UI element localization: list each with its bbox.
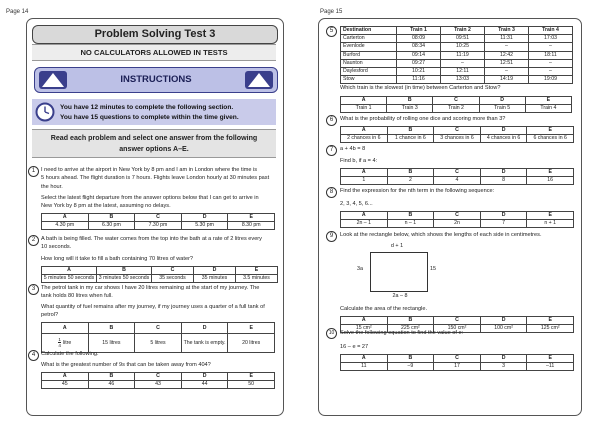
option-letter: B: [88, 323, 135, 334]
table-row: [341, 43, 573, 51]
answer-options-q1: [41, 213, 275, 230]
cell: Burford: [341, 51, 397, 59]
answer-option-d[interactable]: 3: [480, 363, 527, 371]
text-line: What quantity of fuel remains after my journey, if my journey uses a quarter of a full tank of: [41, 304, 265, 310]
question-number: 8: [326, 187, 337, 198]
option-letter: B: [387, 355, 434, 363]
option-letter: A: [341, 97, 387, 105]
question-number: 2: [28, 235, 39, 246]
rectangle-left-label: 3a: [357, 266, 363, 272]
cell: 11:19: [441, 51, 485, 59]
answer-option-e[interactable]: 3.5 minutes: [236, 275, 278, 283]
answer-option-a[interactable]: 2 chances in 6: [341, 135, 388, 143]
question-number: 7: [326, 145, 337, 156]
answer-options-q5: [340, 96, 572, 113]
option-letter: E: [527, 317, 574, 325]
answer-option-e[interactable]: 20 litres: [228, 334, 275, 353]
rectangle-right-label: 15: [430, 266, 436, 272]
option-letter: A: [341, 212, 388, 220]
answer-option-c[interactable]: Train 2: [433, 105, 479, 113]
cell: –: [529, 68, 573, 76]
cell: Naunton: [341, 59, 397, 67]
option-letter: E: [228, 214, 275, 222]
option-letter: D: [480, 355, 527, 363]
question-1-prompt: [41, 194, 277, 211]
column-header: Destination: [341, 27, 397, 35]
answer-option-c[interactable]: 35 seconds: [152, 275, 194, 283]
option-letter: D: [480, 212, 527, 220]
option-letter: D: [181, 323, 228, 334]
answer-options-q4: [41, 372, 275, 389]
question-2-text: [41, 235, 277, 252]
answer-option-a[interactable]: 15 cm²: [341, 325, 388, 333]
answer-option-c[interactable]: 150 cm²: [434, 325, 481, 333]
question-6-prompt: What is the probability of rolling one dice and scoring more than 3?: [340, 116, 506, 122]
text-line: New York by 8 pm at the latest, assuming no delays.: [41, 203, 171, 210]
option-letter: E: [527, 212, 574, 220]
option-letter: A: [341, 169, 388, 177]
answer-options-q2: [41, 266, 278, 283]
fraction-numerator: 1: [58, 337, 61, 343]
question-8-prompt: Find the expression for the nth term in the following sequence:: [340, 188, 495, 194]
answer-option-d[interactable]: Train 5: [479, 105, 525, 113]
rectangle-bottom-label: 2a – 8: [392, 293, 408, 299]
cell: 12:11: [441, 68, 485, 76]
no-calculators-banner: NO CALCULATORS ALLOWED IN TESTS: [32, 44, 276, 61]
table-row: [341, 51, 573, 59]
option-letter: A: [341, 317, 388, 325]
text-line: the hour.: [41, 183, 63, 190]
column-header: Train 3: [485, 27, 529, 35]
answer-options-q10: [340, 354, 574, 371]
table-row: [341, 68, 573, 76]
option-letter: E: [527, 127, 574, 135]
cell: 09:51: [441, 35, 485, 43]
answer-option-b[interactable]: 225 cm²: [387, 325, 434, 333]
cell: 12:42: [485, 51, 529, 59]
text-line: The petrol tank in my car shows I have 20 litres remaining at the start of my journey. The: [41, 285, 260, 291]
option-letter: C: [433, 97, 479, 105]
answer-option-d[interactable]: 44: [181, 381, 228, 389]
option-letter: D: [480, 169, 527, 177]
option-letter: A: [42, 323, 89, 334]
answer-option-c[interactable]: 43: [135, 381, 182, 389]
question-3-prompt: [41, 303, 277, 320]
cell: 18:11: [529, 51, 573, 59]
answer-option-c[interactable]: 4: [434, 177, 481, 185]
answer-option-b[interactable]: n – 1: [387, 220, 434, 228]
cell: 14:19: [485, 76, 529, 84]
column-header: Train 4: [529, 27, 573, 35]
column-header: Train 2: [441, 27, 485, 35]
cell: Stow: [341, 76, 397, 84]
table-row: [341, 59, 573, 67]
cell: –: [485, 68, 529, 76]
answer-option-c[interactable]: 17: [434, 363, 481, 371]
option-letter: B: [387, 127, 434, 135]
answer-option-a[interactable]: 45: [42, 381, 89, 389]
question-number: 3: [28, 284, 39, 295]
rectangle-diagram: [370, 252, 428, 292]
answer-option-c[interactable]: 7.30 pm: [135, 222, 182, 230]
table-row: [341, 76, 573, 84]
option-letter: B: [387, 212, 434, 220]
cell: –: [529, 43, 573, 51]
text-line: tank holds 80 litres when full.: [41, 293, 113, 300]
cell: 09:27: [397, 59, 441, 67]
answer-option-a[interactable]: 2n – 1: [341, 220, 388, 228]
option-letter: D: [480, 127, 527, 135]
read-instructions: [32, 129, 276, 158]
question-9-question: Calculate the area of the rectangle.: [340, 306, 428, 312]
answer-option-d[interactable]: 5.30 pm: [181, 222, 228, 230]
option-letter: D: [194, 267, 236, 275]
answer-option-c[interactable]: 5 litres: [135, 334, 182, 353]
text-line: 5 hours ahead. The flight duration is 7 hours. Flights leave London hourly at 30 minutes past: [41, 175, 270, 182]
question-3-text: [41, 284, 277, 301]
read-line: Read each problem and select one answer from the following: [50, 134, 258, 142]
cell: 11:16: [397, 76, 441, 84]
answer-option-d[interactable]: 8: [480, 177, 527, 185]
cell: Carterton: [341, 35, 397, 43]
question-4-text: Calculate the following.: [41, 351, 99, 357]
question-1-text: [41, 166, 277, 191]
answer-option-e[interactable]: 6 chances in 6: [527, 135, 574, 143]
option-letter: D: [181, 373, 228, 381]
right-page: [300, 0, 600, 424]
text-line: petrol?: [41, 312, 59, 319]
question-5-prompt: Which train is the slowest (in time) between Carterton and Stow?: [340, 85, 501, 91]
question-2-prompt: How long will it take to fill a bath containing 70 litres of water?: [41, 256, 194, 262]
answer-option-a[interactable]: 11: [341, 363, 388, 371]
time-line: You have 12 minutes to complete the following section.: [60, 104, 234, 111]
question-9-prompt: Look at the rectangle below, which shows the lengths of each side in centimetres.: [340, 232, 542, 238]
option-letter: B: [387, 97, 433, 105]
cell: 13:03: [441, 76, 485, 84]
option-letter: A: [341, 355, 388, 363]
answer-option-a[interactable]: 1: [341, 177, 388, 185]
question-number: 4: [28, 350, 39, 361]
question-count-line: You have 15 questions to complete within the time given.: [60, 114, 239, 121]
option-letter: E: [525, 97, 571, 105]
option-letter: E: [527, 355, 574, 363]
option-letter: E: [527, 169, 574, 177]
instructions-banner: [34, 67, 278, 93]
cell: –: [529, 59, 573, 67]
train-timetable: [340, 26, 573, 84]
question-10-equation: 16 – e = 27: [340, 344, 369, 350]
instructions-heading: INSTRUCTIONS: [120, 74, 192, 85]
answer-option-e[interactable]: 16: [527, 177, 574, 185]
answer-options-q3: [41, 322, 275, 353]
warning-triangle-icon: [39, 71, 67, 89]
answer-option-e[interactable]: 8.30 pm: [228, 222, 275, 230]
answer-options-q8: [340, 211, 574, 228]
question-7-equation: a + 4b = 8: [340, 146, 366, 152]
cell: –: [485, 43, 529, 51]
cell: 10:25: [441, 43, 485, 51]
question-7-prompt: Find b, if a = 4:: [340, 158, 378, 164]
cell: 17:03: [529, 35, 573, 43]
option-letter: D: [181, 214, 228, 222]
cell: Evenlode: [341, 43, 397, 51]
answer-option-a[interactable]: Train 1: [341, 105, 387, 113]
read-line: answer options A–E.: [119, 145, 189, 153]
cell: 09:14: [397, 51, 441, 59]
answer-option-d[interactable]: The tank is empty.: [181, 334, 228, 353]
option-letter: E: [236, 267, 278, 275]
option-letter: C: [434, 212, 481, 220]
cell: 08:34: [397, 43, 441, 51]
option-letter: C: [135, 214, 182, 222]
time-limit-box: [32, 99, 276, 125]
answer-option-c[interactable]: 3 chances in 6: [434, 135, 481, 143]
fraction: [58, 337, 61, 348]
answer-option-e[interactable]: n + 1: [527, 220, 574, 228]
clock-icon: [35, 102, 55, 122]
question-number: 6: [326, 115, 337, 126]
option-letter: C: [434, 355, 481, 363]
answer-option-b[interactable]: Train 3: [387, 105, 433, 113]
option-letter: B: [387, 317, 434, 325]
text-line: A bath is being filled. The water comes from the top into the bath at a rate of 2 litres every: [41, 236, 262, 242]
option-letter: D: [480, 317, 527, 325]
question-number: 9: [326, 231, 337, 242]
option-letter: C: [434, 169, 481, 177]
warning-triangle-icon: [245, 71, 273, 89]
cell: 11:31: [485, 35, 529, 43]
answer-option-b[interactable]: 1 chance in 6: [387, 135, 434, 143]
answer-option-d[interactable]: 7: [480, 220, 527, 228]
answer-option-b[interactable]: 6.30 pm: [88, 222, 135, 230]
table-row: [341, 35, 573, 43]
answer-option-e[interactable]: Train 4: [525, 105, 571, 113]
question-number: 1: [28, 166, 39, 177]
answer-option-a[interactable]: 5 minutes 50 seconds: [42, 275, 97, 283]
answer-option-b[interactable]: 2: [387, 177, 434, 185]
answer-option-b[interactable]: 15 litres: [88, 334, 135, 353]
test-title: Problem Solving Test 3: [32, 25, 278, 44]
answer-option-c[interactable]: 2n: [434, 220, 481, 228]
answer-option-d[interactable]: 4 chances in 6: [480, 135, 527, 143]
page-number: Page 14: [6, 9, 29, 15]
option-letter: E: [228, 373, 275, 381]
question-number: 10: [326, 328, 337, 339]
answer-option-b[interactable]: –9: [387, 363, 434, 371]
cell: 10:21: [397, 68, 441, 76]
fraction-denominator: 4: [58, 343, 61, 349]
option-letter: B: [88, 214, 135, 222]
answer-option-d[interactable]: 100 cm²: [480, 325, 527, 333]
option-letter: D: [479, 97, 525, 105]
answer-option-e[interactable]: –11: [527, 363, 574, 371]
answer-option-b[interactable]: 3 minutes 50 seconds: [97, 275, 152, 283]
answer-options-q7: [340, 168, 574, 185]
cell: –: [441, 59, 485, 67]
answer-option-a[interactable]: 4.30 pm: [42, 222, 89, 230]
page-number: Page 15: [320, 9, 343, 15]
cell: 08:09: [397, 35, 441, 43]
option-letter: A: [42, 373, 89, 381]
question-number: 5: [326, 26, 337, 37]
option-letter: C: [434, 127, 481, 135]
rectangle-top-label: d + 1: [390, 243, 404, 249]
question-10-prompt: Solve the following equation to find the value of e:: [340, 330, 464, 336]
text-line: Select the latest flight departure from the answer options below that I can get to arrive in: [41, 195, 259, 201]
option-letter: A: [42, 214, 89, 222]
option-letter: C: [135, 373, 182, 381]
option-letter: A: [42, 267, 97, 275]
option-letter: C: [135, 323, 182, 334]
text-line: 10 seconds.: [41, 244, 72, 251]
cell: 12:51: [485, 59, 529, 67]
option-letter: C: [434, 317, 481, 325]
question-8-sequence: 2, 3, 4, 5, 6...: [340, 201, 373, 207]
question-4-prompt: What is the greatest number of 9s that can be taken away from 404?: [41, 362, 211, 368]
answer-option-e[interactable]: 125 cm²: [527, 325, 574, 333]
answer-option-d[interactable]: 35 minutes: [194, 275, 236, 283]
option-text: litre: [62, 340, 72, 346]
text-line: I need to arrive at the airport in New York by 8 pm and I am in London where the time is: [41, 167, 258, 173]
option-letter: C: [152, 267, 194, 275]
option-letter: E: [228, 323, 275, 334]
answer-options-q6: [340, 126, 574, 143]
option-letter: B: [97, 267, 152, 275]
option-letter: A: [341, 127, 388, 135]
answer-option-e[interactable]: 50: [228, 381, 275, 389]
column-header: Train 1: [397, 27, 441, 35]
answer-option-b[interactable]: 46: [88, 381, 135, 389]
option-letter: B: [88, 373, 135, 381]
cell: Daylesford: [341, 68, 397, 76]
cell: 19:09: [529, 76, 573, 84]
option-letter: B: [387, 169, 434, 177]
